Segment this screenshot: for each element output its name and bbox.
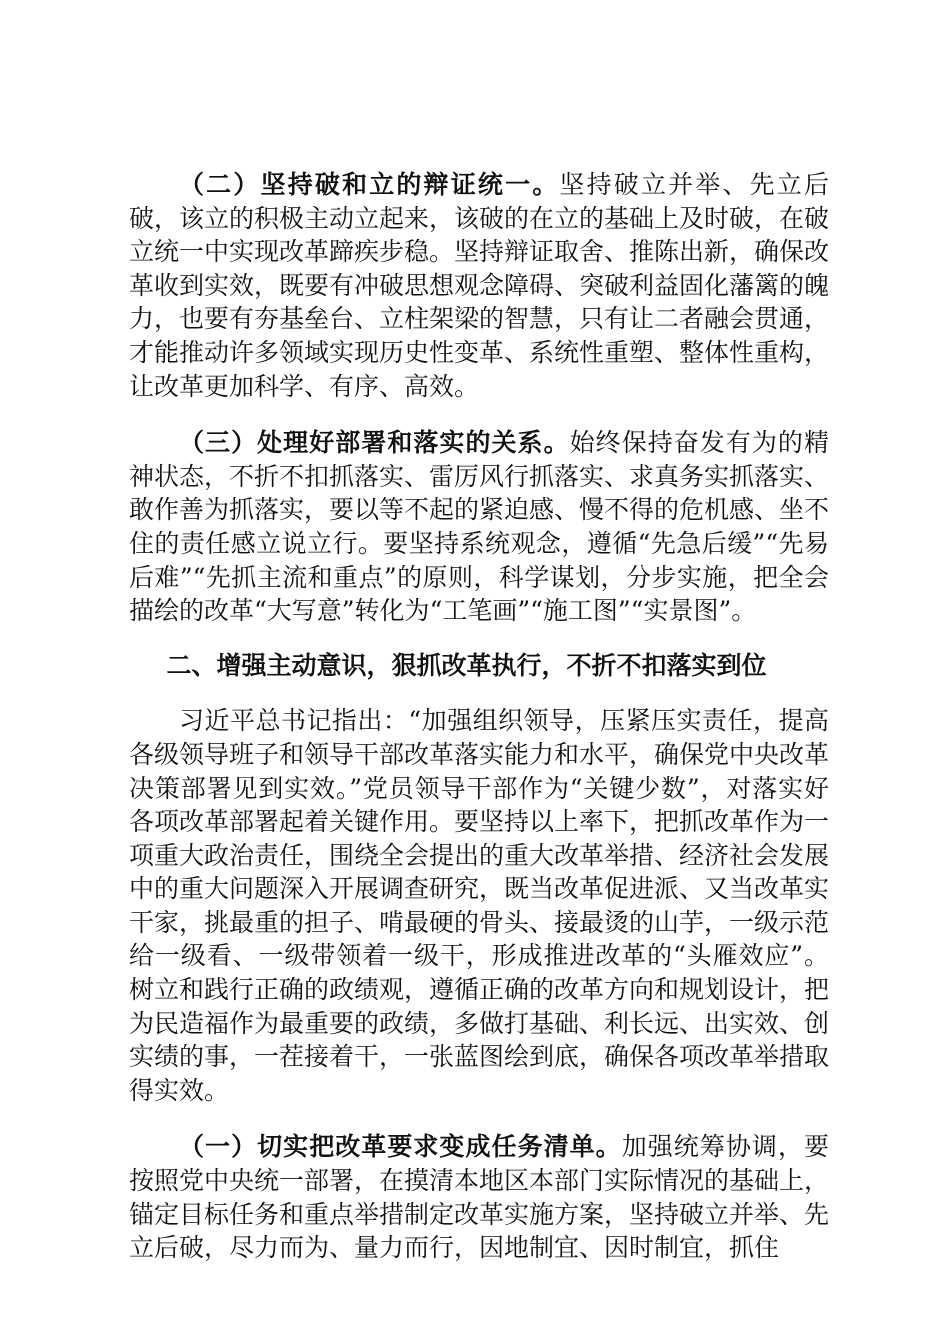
paragraph-deployment-implementation: [129, 426, 829, 628]
paragraph-task-list: [129, 1130, 829, 1264]
paragraph-lead: （一）切实把改革要求变成任务清单。: [179, 1132, 622, 1162]
document-page: [129, 168, 829, 1265]
paragraph-lead: （二）坚持破和立的辩证统一。: [179, 170, 560, 199]
paragraph-body: 习近平总书记指出：“加强组织领导，压紧压实责任，提高各级领导班子和领导干部改革落实能力和水平，确保党中央改革决策部署见到实效。”党员领导干部作为“关键少数”，对落实好各项改革部署起着关键作用。要坚持以上率下，把抓改革作为一项重大政治责任，围绕全会提出的重大改革举措、经济社会发展中的重大问题深入开展调查研究，既当改革促进派、又当改革实干家，挑最重的担子、啃最硬的骨头、接最烫的山芋，一级示范给一级看、一级带领着一级干，形成推进改革的“头雁效应”。树立和践行正确的政绩观，遵循正确的改革方向和规划设计，把为民造福作为最重要的政绩，多做打基础、利长远、出实效、创实绩的事，一茬接着干，一张蓝图绘到底，确保各项改革举措取得实效。: [129, 706, 830, 1105]
paragraph-dialectical-unity: [129, 168, 829, 403]
section-heading: 二、增强主动意识，狠抓改革执行，不折不扣落实到位: [166, 650, 767, 680]
paragraph-text: 加强统筹协调，要按照党中央统一部署，在摸清本地区本部门实际情况的基础上，锚定目标任务和重点举措制定改革实施方案，坚持破立并举、先立后破，尽力而为、量力而行，因地制宜、因时制宜，抓住: [129, 1132, 830, 1263]
paragraph-text: 坚持破立并举、先立后破，该立的积极主动立起来，该破的在立的基础上及时破，在破立统一中实现改革蹄疾步稳。坚持辩证取舍、推陈出新，确保改革收到实效，既要有冲破思想观念障碍、突破利益固化藩篱的魄力，也要有夯基垒台、立柱架梁的智慧，只有让二者融会贯通，才能推动许多领域实现历史性变革、系统性重塑、整体性重构，让改革更加科学、有序、高效。: [129, 170, 830, 401]
paragraph-text: 始终保持奋发有为的精神状态，不折不扣抓落实、雷厉风行抓落实、求真务实抓落实、敢作善为抓落实，要以等不起的紧迫感、慢不得的危机感、坐不住的责任感立说立行。要坚持系统观念，遵循“先急后缓”“先易后难”“先抓主流和重点”的原则，科学谋划，分步实施，把全会描绘的改革“大写意”转化为“工笔画”“施工图”“实景图”。: [129, 428, 830, 626]
paragraph-lead: （三）处理好部署和落实的关系。: [179, 428, 570, 458]
